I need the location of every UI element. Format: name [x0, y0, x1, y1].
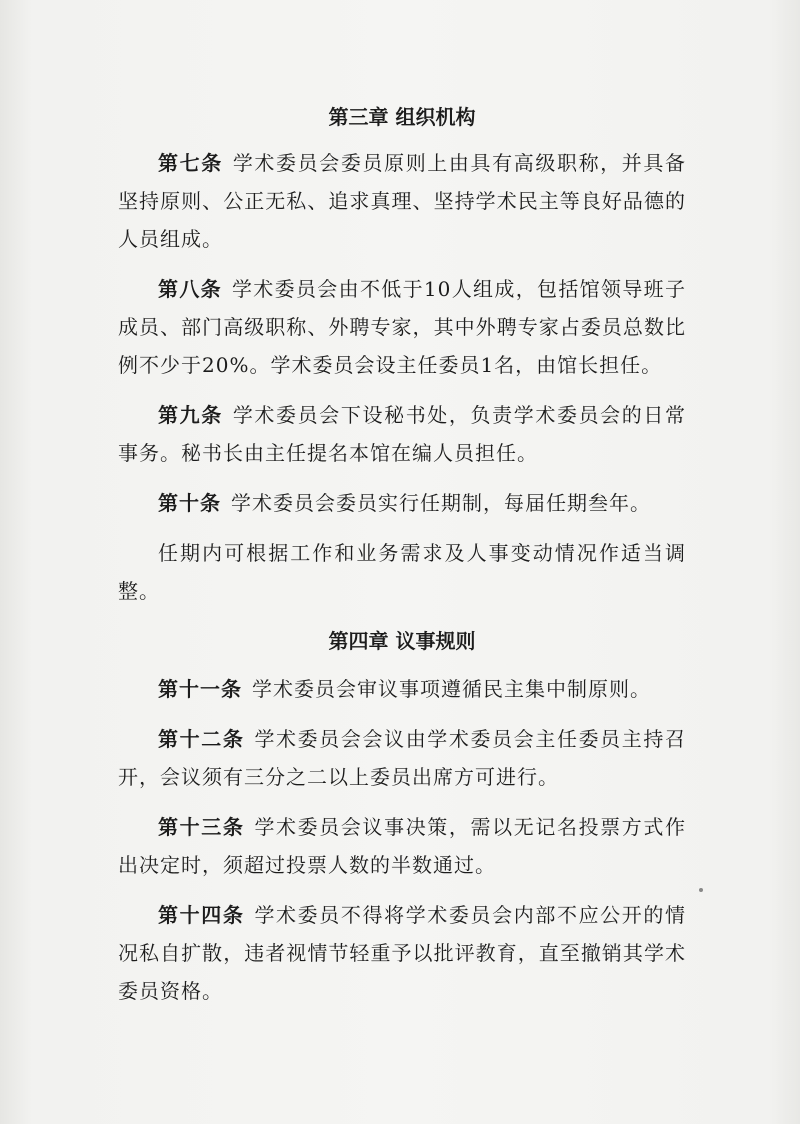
- article-label: 第九条: [158, 403, 223, 427]
- article-12: [118, 720, 686, 796]
- article-10: [118, 484, 686, 522]
- article-text: 学术委员会会议由学术委员会主任委员主持召开，会议须有三分之二以上委员出席方可进行。: [118, 727, 687, 789]
- article-text: 学术委员会委员实行任期制，每届任期叁年。: [231, 491, 651, 515]
- article-label: 第十二条: [158, 727, 245, 751]
- article-text: 学术委员会议事决策，需以无记名投票方式作出决定时，须超过投票人数的半数通过。: [118, 815, 687, 877]
- chapter-4-title: 第四章 议事规则: [328, 629, 476, 653]
- article-text: 学术委员不得将学术委员会内部不应公开的情况私自扩散，违者视情节轻重予以批评教育，直至撤销其学术委员资格。: [118, 903, 687, 1003]
- article-9: [118, 396, 686, 472]
- chapter-3-title: 第三章 组织机构: [328, 105, 476, 129]
- article-label: 第十一条: [158, 677, 242, 701]
- article-text: 学术委员会由不低于10人组成，包括馆领导班子成员、部门高级职称、外聘专家，其中外聘专家占委员总数比例不少于20%。学术委员会设主任委员1名，由馆长担任。: [118, 277, 686, 377]
- document-body: [118, 98, 686, 1022]
- article-11: [118, 670, 686, 708]
- article-label: 第十三条: [158, 815, 245, 839]
- article-14: [118, 896, 686, 1010]
- article-text: 学术委员会审议事项遵循民主集中制原则。: [252, 677, 651, 701]
- article-label: 第七条: [158, 151, 223, 175]
- article-label: 第十四条: [158, 903, 245, 927]
- article-label: 第十条: [158, 491, 221, 515]
- article-8: [118, 270, 686, 384]
- article-7: [118, 144, 686, 258]
- article-label: 第八条: [158, 277, 222, 301]
- article-text: 学术委员会下设秘书处，负责学术委员会的日常事务。秘书长由主任提名本馆在编人员担任。: [118, 403, 687, 465]
- paper-speck: [699, 888, 703, 892]
- article-10-supplement: 任期内可根据工作和业务需求及人事变动情况作适当调整。: [118, 541, 686, 603]
- article-13: [118, 808, 686, 884]
- article-text: 学术委员会委员原则上由具有高级职称，并具备坚持原则、公正无私、追求真理、坚持学术民主等良好品德的人员组成。: [118, 151, 687, 251]
